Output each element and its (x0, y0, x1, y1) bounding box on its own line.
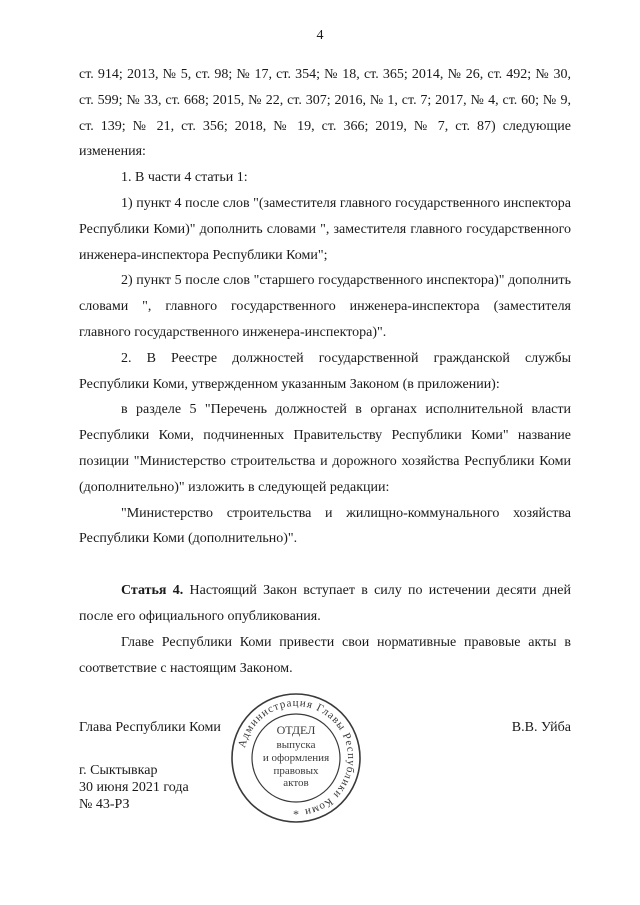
paragraph-item-2: 2. В Реестре должностей государственной гражданской службы Республики Коми, утвержденном указанным Законом (в приложении): (79, 350, 571, 392)
paragraph-item-1: 1. В части 4 статьи 1: (121, 170, 248, 186)
article-4-text: Настоящий Закон вступает в силу по истечении десяти дней после его официального опубликования. (79, 583, 572, 624)
stamp-line-1: ОТДЕЛ (276, 723, 316, 737)
spacer (79, 552, 571, 578)
stamp-line-4: правовых (273, 765, 319, 777)
law-number: № 43-РЗ (79, 797, 130, 812)
closing-paragraph: Главе Республики Коми привести свои нормативные правовые акты в соответствие с настоящим Законом. (79, 634, 571, 676)
stamp-line-5: актов (283, 777, 309, 789)
article-4-paragraph (79, 578, 571, 630)
place-date-block (79, 762, 189, 813)
page-number: 4 (316, 28, 324, 43)
stamp-star: * (293, 807, 299, 821)
paragraph-citations: ст. 914; 2013, № 5, ст. 98; № 17, ст. 354; № 18, ст. 365; 2014, № 26, ст. 492; № 30, ст. 599; № 33, ст. 668; 2015, № 22, ст. 307; 2016, № 1, ст. 7; 2017, № 4, ст. 60; № 9, ст. 139; № 21, ст. 356; 2018, № 19, ст. 366; 2019, № 7, ст. 87) следующие изменения: (79, 67, 571, 160)
city: г. Сыктывкар (79, 763, 158, 778)
signer-title: Глава Республики Коми (79, 720, 221, 735)
paragraph-subitem-1: 1) пункт 4 после слов "(заместителя главного государственного инспектора Республики Коми)" дополнить словами ", заместителя главного государственного инженера-инспектора Республики Коми"; (79, 195, 571, 263)
paragraph-new-wording: "Министерство строительства и жилищно-коммунального хозяйства Республики Коми (дополнительно)". (79, 505, 571, 547)
law-date: 30 июня 2021 года (79, 780, 189, 795)
paragraph-section-5: в разделе 5 "Перечень должностей в органах исполнительной власти Республики Коми, подчиненных Правительству Республики Коми" название позиции "Министерство строительства и дорожного хозяйства Республики Коми (дополнительно)" изложить в следующей редакции: (79, 402, 571, 495)
document-body (79, 62, 571, 681)
signer-name: В.В. Уйба (511, 720, 571, 735)
article-4-heading: Статья 4. (121, 583, 184, 599)
stamp-line-3: и оформления (262, 752, 330, 764)
stamp-line-2: выпуска (276, 739, 316, 751)
stamp-ring-textpath: Администрация Главы Республики Коми (236, 696, 358, 819)
paragraph-subitem-2: 2) пункт 5 после слов "старшего государственного инспектора)" дополнить словами ", главного государственного инженера-инспектора (заместителя главного государственного инженера-инспектора)". (79, 273, 571, 340)
official-stamp (228, 690, 364, 826)
